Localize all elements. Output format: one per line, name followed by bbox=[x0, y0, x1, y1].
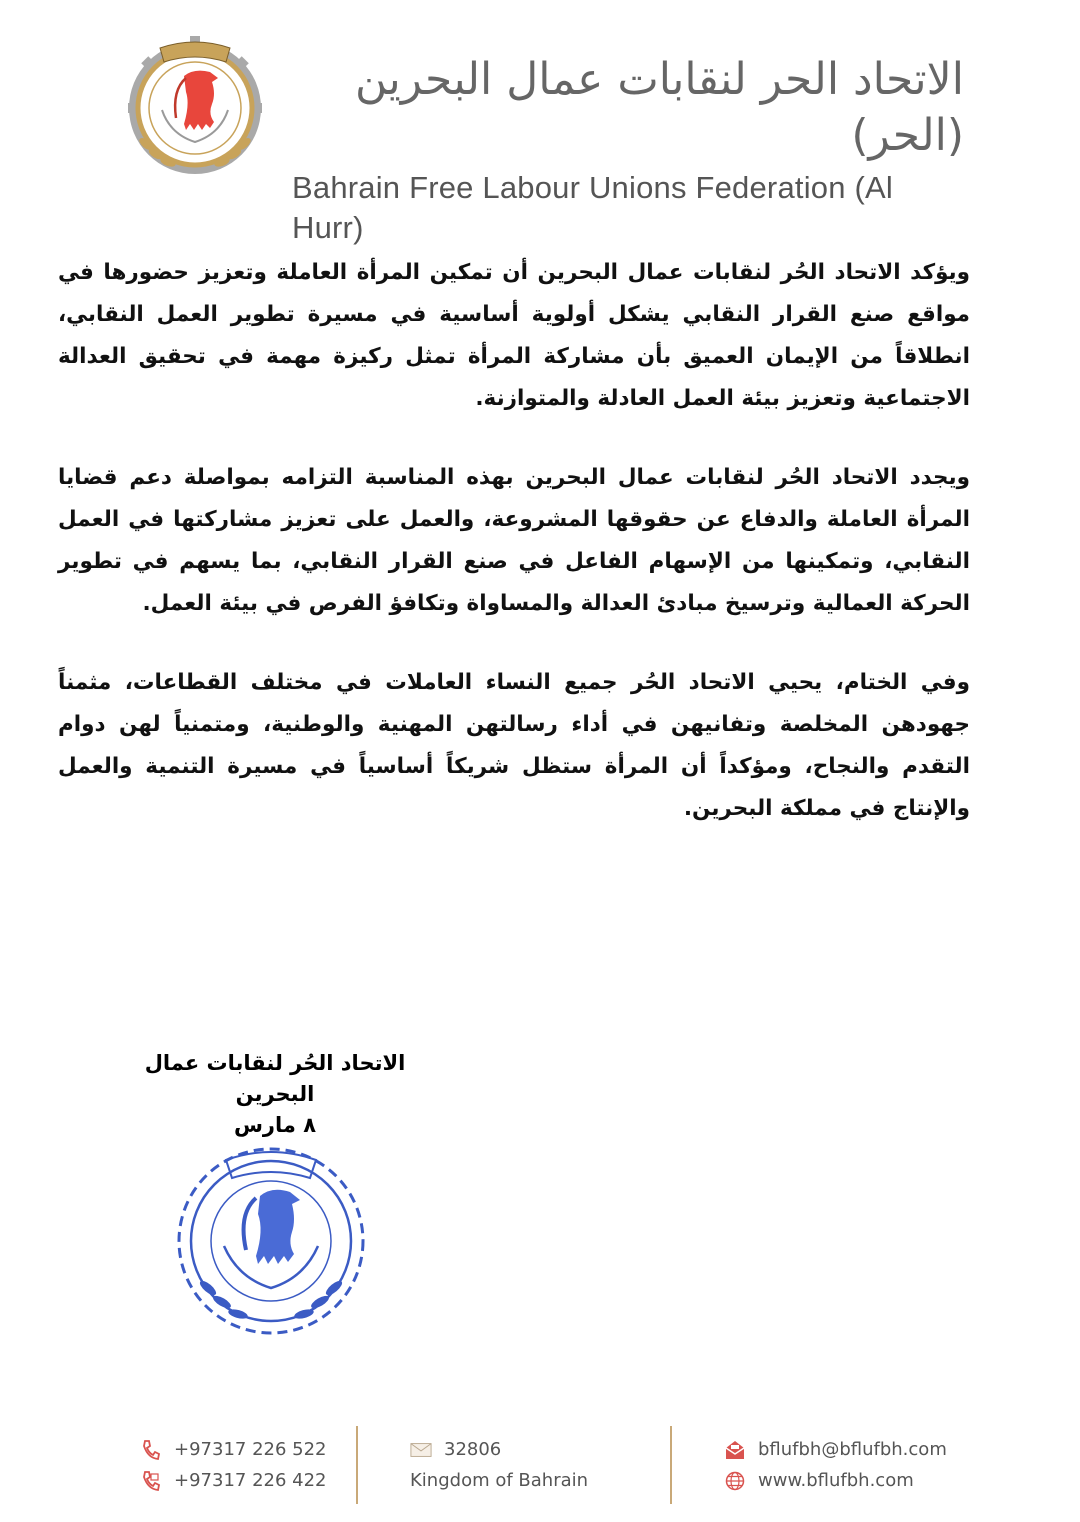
phone-link-1[interactable]: +97317 226 522 bbox=[174, 1439, 327, 1460]
fax-number: +97317 226 422 bbox=[174, 1470, 327, 1491]
org-name-arabic: الاتحاد الحر لنقابات عمال البحرين (الحر) bbox=[354, 54, 964, 161]
org-name-english: Bahrain Free Labour Unions Federation (Al Hurr) bbox=[292, 170, 893, 245]
footer-online bbox=[724, 1434, 947, 1496]
footer-phones bbox=[140, 1434, 327, 1496]
footer-divider bbox=[670, 1426, 672, 1504]
paragraph-2 bbox=[58, 457, 970, 625]
federation-stamp-icon bbox=[168, 1138, 374, 1344]
footer-divider bbox=[356, 1426, 358, 1504]
footer-contacts bbox=[0, 1420, 1080, 1510]
phone-icon bbox=[140, 1439, 162, 1461]
signature-date: ٨ مارس bbox=[233, 1113, 317, 1137]
footer-address bbox=[410, 1434, 588, 1496]
paragraph-text: وفي الختام، يحيي الاتحاد الحُر جميع النساء العاملات في مختلف القطاعات، مثمناً جهودهن المخلصة وتفانيهن في أداء رسالتهن المهنية والوطنية، ومتمنياً لهن دوام التقدم والنجاح، ومؤكداً أن المرأة ستظل شريكاً أساسياً في مسيرة التنمية والعمل والإنتاج في مملكة البحرين. bbox=[58, 670, 970, 821]
paragraph-text: ويجدد الاتحاد الحُر لنقابات عمال البحرين بهذه المناسبة التزامه بمواصلة دعم قضايا المرأة العاملة والدفاع عن حقوقها المشروعة، والعمل على تعزيز مشاركتها في العمل النقابي، وتمكينها من الإسهام الفاعل في صنع القرار النقابي، بما يسهم في تطوير الحركة العمالية وترسيخ مبادئ العدالة والمساواة وتكافؤ الفرص في بيئة العمل. bbox=[58, 465, 970, 616]
signature-block bbox=[110, 1048, 440, 1141]
website-link[interactable]: www.bflufbh.com bbox=[758, 1470, 914, 1491]
email-link[interactable]: bflufbh@bflufbh.com bbox=[758, 1439, 947, 1460]
mailbox-icon bbox=[410, 1439, 432, 1461]
globe-icon bbox=[724, 1470, 746, 1492]
email-icon bbox=[724, 1439, 746, 1461]
paragraph-1 bbox=[58, 252, 970, 420]
paragraph-3 bbox=[58, 662, 970, 830]
letterhead bbox=[0, 0, 1080, 245]
fax-icon bbox=[140, 1470, 162, 1492]
paragraph-text: ويؤكد الاتحاد الحُر لنقابات عمال البحرين أن تمكين المرأة العاملة وتعزيز حضورها في مواقع صنع القرار النقابي يشكل أولوية أساسية في مسيرة تطوير العمل النقابي، انطلاقاً من الإيمان العميق بأن مشاركة المرأة تمثل ركيزة مهمة في تحقيق العدالة الاجتماعية وتعزيز بيئة العمل العادلة والمتوازنة. bbox=[58, 260, 970, 411]
signature-org: الاتحاد الحُر لنقابات عمال البحرين bbox=[144, 1051, 406, 1106]
federation-logo-icon bbox=[114, 34, 276, 176]
country: Kingdom of Bahrain bbox=[410, 1470, 589, 1491]
po-box: 32806 bbox=[444, 1439, 502, 1460]
header-titles bbox=[292, 52, 964, 248]
